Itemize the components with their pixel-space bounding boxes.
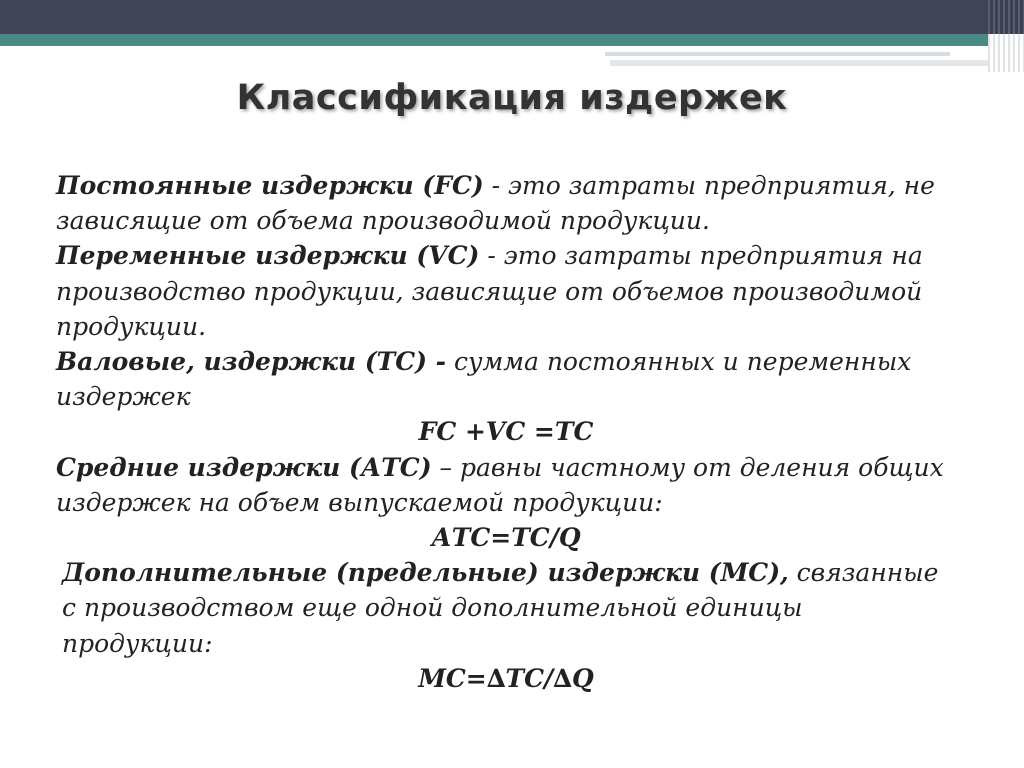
header-bar xyxy=(0,0,1024,34)
item-fixed-costs xyxy=(56,168,956,238)
decor-stripes-cap xyxy=(988,0,1024,34)
definition-fixed-costs: - это затраты предприятия, не зависящие от объема производимой продукции. xyxy=(56,171,935,236)
item-average-costs xyxy=(56,450,956,520)
item-marginal-costs xyxy=(56,555,956,661)
term-marginal-costs: Дополнительные (предельные) издержки (МС), xyxy=(62,558,789,588)
formula-total-costs: FC +VC =TC xyxy=(418,417,594,447)
definition-average-costs: – равны частному от деления общих издержек на объем выпускаемой продукции: xyxy=(56,452,944,517)
item-total-costs xyxy=(56,344,956,414)
accent-bar xyxy=(0,34,1024,46)
term-average-costs: Средние издержки (АТС) xyxy=(56,452,432,482)
item-variable-costs xyxy=(56,238,956,344)
slide-body xyxy=(56,168,956,696)
term-fixed-costs: Постоянные издержки (FC) xyxy=(56,171,484,200)
formula-marginal-costs: МС=∆ТС/∆Q xyxy=(418,663,594,693)
definition-marginal-costs: связанные с производством еще одной дополнительной единицы продукции: xyxy=(62,558,939,658)
term-variable-costs: Переменные издержки (VC) xyxy=(56,241,480,271)
decor-line-1 xyxy=(605,52,950,56)
definition-total-costs: сумма постоянных и переменных издержек xyxy=(56,347,912,412)
decor-line-2 xyxy=(610,60,1002,66)
term-total-costs: Валовые, издержки (ТС) - xyxy=(56,347,447,377)
slide-title: Классификация издержек xyxy=(236,78,788,118)
definition-variable-costs: - это затраты предприятия на производство продукции, зависящие от объемов производимой продукции. xyxy=(56,241,923,341)
formula-average-costs: АТС=ТС/Q xyxy=(431,523,581,553)
